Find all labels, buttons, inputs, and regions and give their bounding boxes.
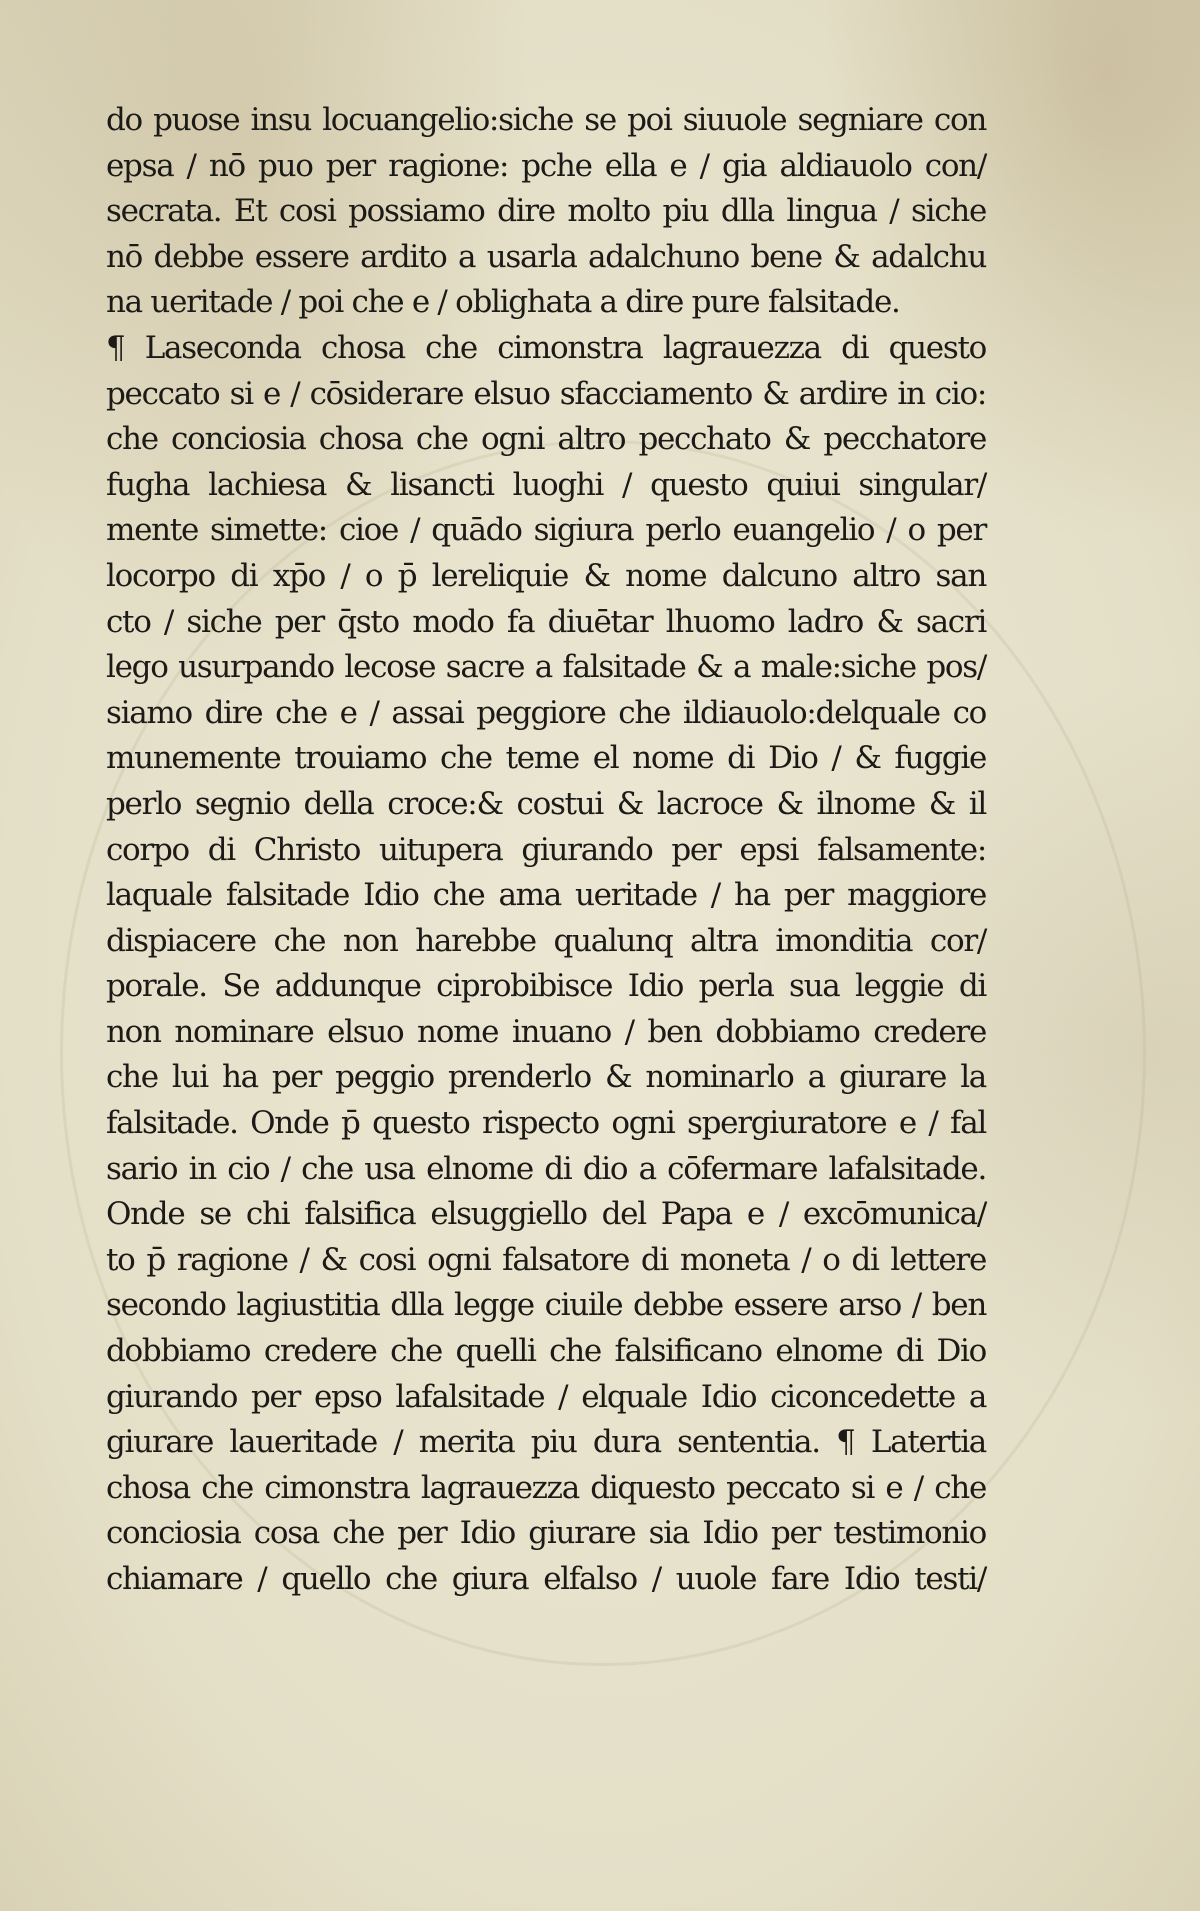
text-line: giurare laueritade / merita piu dura sententia. ¶ Latertia [106,1424,986,1461]
text-line: falsitade. Onde p̄ questo rispecto ogni spergiuratore e / fal [106,1105,986,1142]
text-line: non nominare elsuo nome inuano / ben dobbiamo credere [106,1013,986,1050]
text-line: ¶ Laseconda chosa che cimonstra lagrauezza di questo [106,329,986,366]
text-line: giurando per epso lafalsitade / elquale Idio ciconcedette a [106,1378,986,1415]
text-line: peccato si e / cōsiderare elsuo sfacciamento & ardire in cio: [106,375,986,412]
text-line: conciosia cosa che per Idio giurare sia Idio per testimonio [106,1515,986,1552]
text-line: to p̄ ragione / & cosi ogni falsatore di moneta / o di lettere [106,1241,986,1278]
text-line: epsa / nō puo per ragione: pche ella e / gia aldiauolo con/ [106,147,986,184]
text-block [106,98,986,1603]
text-line: dobbiamo credere che quelli che falsificano elnome di Dio [106,1333,986,1370]
text-line: siamo dire che e / assai peggiore che ildiauolo:delquale co [106,694,986,731]
text-line: porale. Se addunque ciprobibisce Idio perla sua leggie di [106,968,986,1005]
text-line: munemente trouiamo che teme el nome di Dio / & fuggie [106,740,986,777]
text-line: secondo lagiustitia dlla legge ciuile debbe essere arso / ben [106,1287,986,1324]
text-line: mente simette: cioe / quādo sigiura perlo euangelio / o per [106,512,986,549]
text-line: Onde se chi falsifica elsuggiello del Papa e / excōmunica/ [106,1196,986,1233]
text-line: perlo segnio della croce:& costui & lacroce & ilnome & il [106,785,986,822]
text-line: laquale falsitade Idio che ama ueritade / ha per maggiore [106,877,986,914]
text-line: na ueritade / poi che e / oblighata a dire pure falsitade. [106,284,900,321]
text-line: corpo di Christo uitupera giurando per epsi falsamente: [106,831,986,868]
text-line: chosa che cimonstra lagrauezza diquesto peccato si e / che [106,1469,986,1506]
text-line: fugha lachiesa & lisancti luoghi / questo quiui singular/ [106,466,986,503]
text-line: che conciosia chosa che ogni altro pecchato & pecchatore [106,421,986,458]
text-line: lego usurpando lecose sacre a falsitade & a male:siche pos/ [106,649,986,686]
text-line: do puose insu locuangelio:siche se poi siuuole segniare con [106,102,986,138]
text-line: cto / siche per q̄sto modo fa diuētar lhuomo ladro & sacri [106,603,986,640]
text-line: secrata. Et cosi possiamo dire molto piu dlla lingua / siche [106,193,986,230]
text-line: dispiacere che non harebbe qualunq altra imonditia cor/ [106,922,986,959]
text-line: sario in cio / che usa elnome di dio a cōfermare lafalsitade. [106,1150,986,1187]
text-line: che lui ha per peggio prenderlo & nominarlo a giurare la [106,1059,986,1096]
text-line: locorpo di xp̄o / o p̄ lereliquie & nome dalcuno altro san [106,557,986,594]
text-line: nō debbe essere ardito a usarla adalchuno bene & adalchu [106,238,986,275]
text-line: chiamare / quello che giura elfalso / uuole fare Idio testi/ [106,1561,986,1597]
